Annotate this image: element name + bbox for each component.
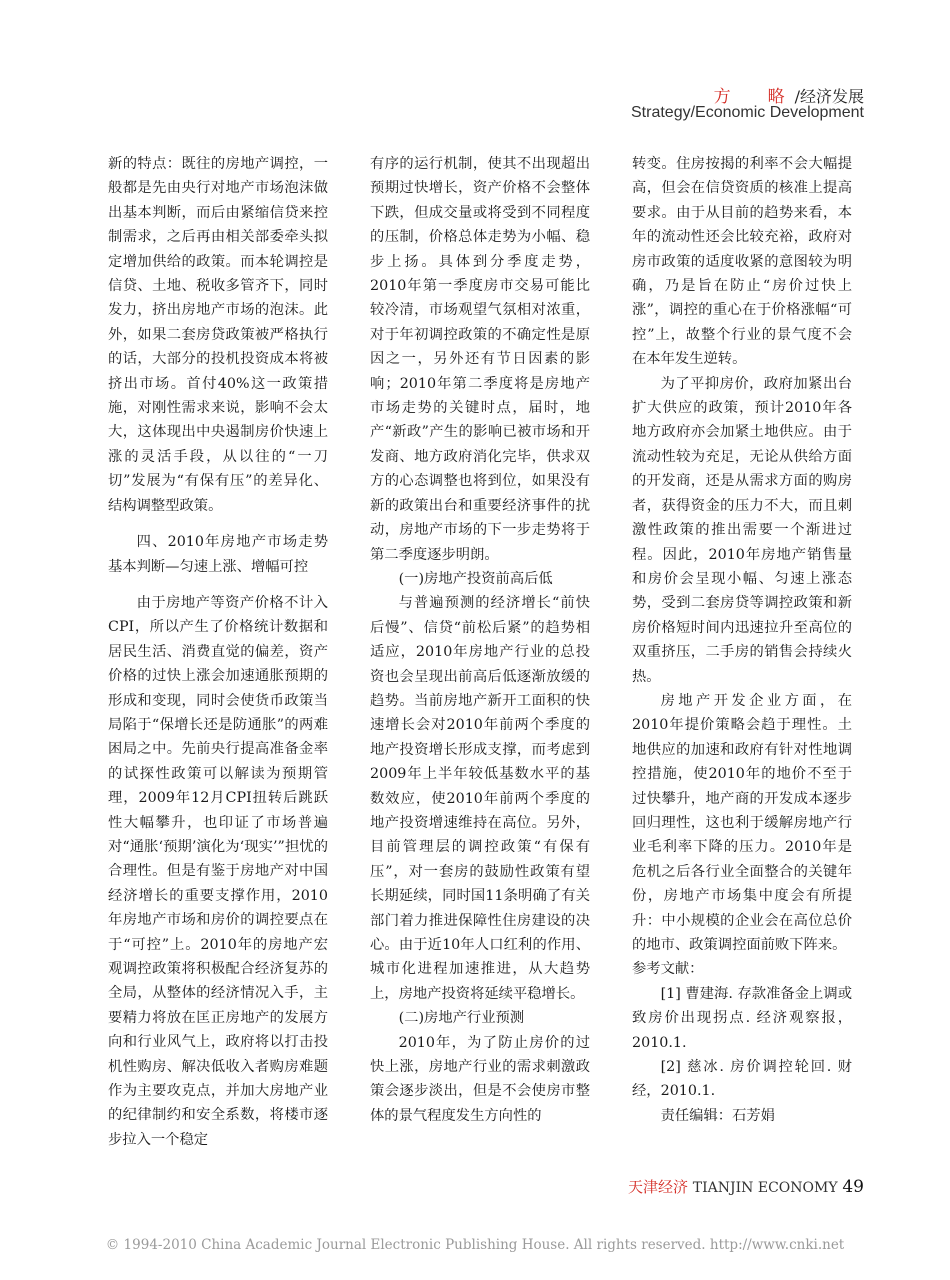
- paragraph: 有序的运行机制，使其不出现超出预期过快增长，资产价格不会整体下跌，但成交量或将受到不同程度的压制，价格总体走势为小幅、稳步上扬。具体到分季度走势，2010年第一季度房市交易可能比较冷清，市场观望气氛相对浓重，对于年初调控政策的不确定性是原因之一，另外还有节日因素的影响；2010年第二季度将是房地产市场走势的关键时点，届时，地产“新政”产生的影响已被市场和开发商、地方政府消化完毕，供求双方的心态调整也将到位，如果没有新的政策出台和重要经济事件的扰动，房地产市场的下一步走势将于第二季度逐步明朗。: [370, 156, 590, 563]
- text-column-2: [370, 152, 590, 1128]
- section-name-cn: /经济发展: [794, 87, 864, 106]
- paragraph: 2010年，为了防止房价的过快上涨，房地产行业的需求刺激政策会逐步淡出，但是不会使房市整体的景气程度发生方向性的: [370, 1034, 590, 1124]
- paragraph: 为了平抑房价，政府加紧出台扩大供应的政策，预计2010年各地方政府亦会加紧土地供应。由于流动性较为充足，无论从供给方面的开发商，还是从需求方面的购房者，获得资金的压力不大，而且刺激性政策的推出需要一个渐进过程。因此，2010年房地产销售量和房价会呈现小幅、匀速上涨态势，受到二套房贷等调控政策和新房价格短时间内迅速拉升至高位的双重挤压，二手房的销售会持续火热。: [632, 375, 852, 685]
- editor-credit: 责任编辑：石芳娟: [660, 1107, 775, 1124]
- paragraph: 新的特点：既往的房地产调控，一般都是先由央行对地产市场泡沫做出基本判断，而后由紧缩信贷来控制需求，之后再由相关部委牵头拟定增加供给的政策。而本轮调控是信贷、土地、税收多管齐下，同时发力，挤出房地产市场的泡沫。此外，如果二套房贷政策被严格执行的话，大部分的投机投资成本将被挤出市场。首付40%这一政策措施，对刚性需求来说，影响不会太大，这体现出中央遏制房价快速上涨的灵活手段，从以往的“一刀切”发展为“有保有压”的差异化、结构调整型政策。: [108, 156, 328, 514]
- text-column-1: [108, 152, 328, 1152]
- copyright-notice: © 1994-2010 China Academic Journal Electronic Publishing House. All rights reserved. http://www.cnki.net: [105, 1237, 845, 1253]
- paragraph: 与普遍预测的经济增长“前快后慢”、信贷“前松后紧”的趋势相适应，2010年房地产行业的总投资也会呈现出前高后低逐渐放缓的趋势。当前房地产新开工面积的快速增长会对2010年前两个季度的地产投资增长形成支撑，而考虑到2009年上半年较低基数水平的基数效应，使2010年前两个季度的地产投资增速维持在高位。另外，目前管理层的调控政策“有保有压”，对一套房的鼓励性政策有望长期延续，同时国11条明确了有关部门着力推进保障性住房建设的决心。由于近10年人口红利的作用、城市化进程加速推进，从大趋势上，房地产投资将延续平稳增长。: [370, 595, 590, 1002]
- paragraph: 由于房地产等资产价格不计入CPI，所以产生了价格统计数据和居民生活、消费直觉的偏差，资产价格的过快上涨会加速通胀预期的形成和变现，同时会使货币政策当局陷于“保增长还是防通胀”的两难困局之中。先前央行提高准备金率的试探性政策可以解读为预期管理，2009年12月CPI扭转后跳跃性大幅攀升，也印证了市场普遍对“通胀‘预期’演化为‘现实’”担忧的合理性。但是有鉴于房地产对中国经济增长的重要支撑作用，2010年房地产市场和房价的调控要点在于“可控”上。2010年的房地产宏观调控政策将积极配合经济复苏的全局，从整体的经济情况入手，主要精力将放在匡正房地产的发展方向和行业风气上，政府将以打击投机性购房、解决低收入者购房难题作为主要攻克点，并加大房地产业的纪律制约和安全系数，将楼市逐步拉入一个稳定: [108, 594, 328, 1148]
- page-number: 49: [842, 1177, 864, 1197]
- section-name-en: Strategy/Economic Development: [631, 104, 864, 121]
- reference-item: [1] 曹建海. 存款准备金上调或致房价出现拐点. 经济观察报，2010.1.: [632, 985, 852, 1051]
- subsection-heading: (二)房地产行业预测: [398, 1010, 525, 1027]
- paragraph: 转变。住房按揭的利率不会大幅提高，但会在信贷资质的核准上提高要求。由于从目前的趋势来看，本年的流动性还会比较充裕，政府对房市政策的适度收紧的意图较为明确，乃是旨在防止“房价过快上涨”，调控的重心在于价格涨幅“可控”上，故整个行业的景气度不会在本年发生逆转。: [632, 156, 852, 368]
- paragraph: 房地产开发企业方面，在2010年提价策略会趋于理性。土地供应的加速和政府有针对性地调控措施，使2010年的地价不至于过快攀升，地产商的开发成本逐步回归理性，这也利于缓解房地产行业毛利率下降的压力。2010年是危机之后各行业全面整合的关键年份，房地产市场集中度会有所提升：中小规模的企业会在高位总价的地市、政策调控面前败下阵来。: [632, 692, 852, 953]
- references-title: 参考文献：: [632, 961, 704, 978]
- magazine-name-cn: 天津经济: [627, 1178, 688, 1196]
- section-heading: 四、2010年房地产市场走势基本判断—匀速上涨、增幅可控: [108, 534, 328, 575]
- magazine-name-en: TIANJIN ECONOMY: [692, 1180, 838, 1196]
- text-column-3: [632, 152, 852, 1128]
- subsection-heading: (一)房地产投资前高后低: [398, 570, 553, 587]
- column-name: 方 略: [713, 87, 795, 107]
- reference-item: [2] 慈冰. 房价调控轮回. 财经，2010.1.: [632, 1059, 852, 1100]
- page-footer: [628, 1176, 864, 1197]
